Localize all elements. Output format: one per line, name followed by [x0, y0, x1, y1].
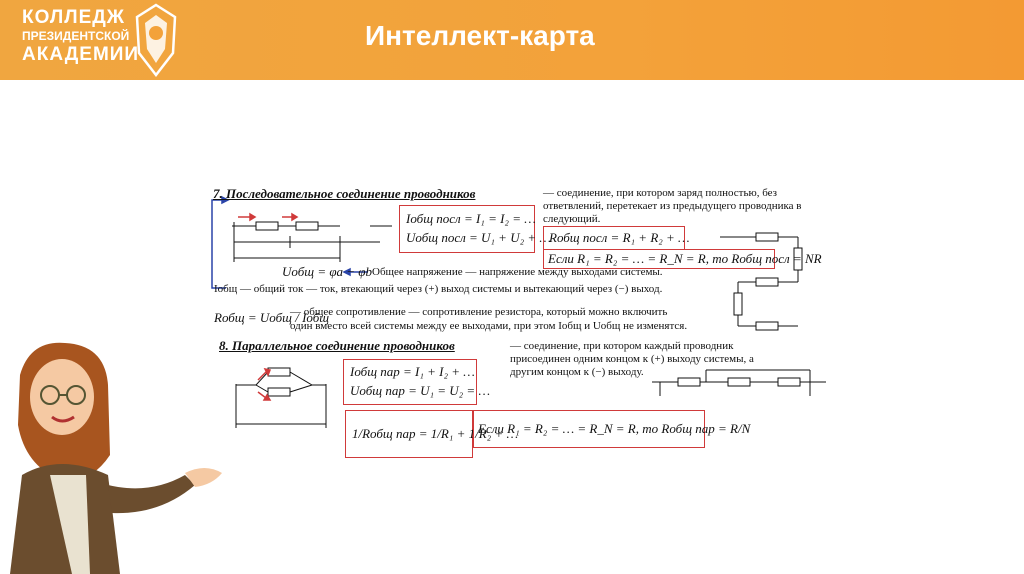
series-equal-eq: Если R₁ = R₂ = … = R_N = R, то Rобщ посл = NR [548, 251, 822, 266]
series-resistance-box [543, 226, 690, 250]
logo-line-2: ПРЕЗИДЕНТСКОЙ [22, 29, 130, 43]
parallel-def-line-2: присоединен одним концом к (+) выходу системы, а [510, 353, 754, 365]
series-current-eq: Iобщ посл = I₁ = I₂ = … [406, 211, 536, 226]
parallel-current-voltage-box [343, 359, 491, 405]
parallel-resistance-eq: 1/Rобщ пар = 1/R₁ + 1/R₂ + … [352, 426, 519, 441]
series-def-line-2: ответвлений, перетекает из предыдущего проводника в [543, 200, 802, 212]
parallel-heading: 8. Параллельное соединение проводников [219, 338, 455, 353]
parallel-def-line-3: другим концом к (−) выходу. [510, 366, 644, 378]
resistance-formula: Rобщ = Uобщ / Iобщ [214, 310, 330, 325]
series-current-voltage-box [399, 205, 551, 253]
total-voltage-note: Общее напряжение — напряжение между выходами системы. [372, 266, 663, 278]
teacher-illustration [0, 335, 240, 574]
potential-difference-label: Uобщ = φa − φb [282, 264, 372, 279]
series-resistance-eq: Rобщ посл = R₁ + R₂ + … [549, 230, 690, 245]
logo-line-3: АКАДЕМИИ [22, 44, 140, 65]
logo-line-1: КОЛЛЕДЖ [22, 7, 125, 28]
series-def-line-1: — соединение, при котором заряд полностью, без [543, 187, 778, 199]
parallel-def-line-1: — соединение, при котором каждый проводник [510, 340, 734, 352]
total-current-note: Iобщ — общий ток — ток, втекающий через (+) выход системы и вытекающий через (−) выход. [214, 283, 663, 295]
parallel-voltage-eq: Uобщ пар = U₁ = U₂ = … [350, 383, 491, 398]
parallel-resistance-box [345, 410, 519, 458]
series-voltage-eq: Uобщ посл = U₁ + U₂ + … [406, 230, 551, 245]
resistance-note-line-1: — общее сопротивление — сопротивление резистора, который можно включить [290, 306, 668, 318]
series-heading: 7. Последовательное соединение проводников [213, 186, 476, 201]
parallel-equal-eq: Если R₁ = R₂ = … = R_N = R, то Rобщ пар = R/N [478, 421, 751, 436]
series-def-line-3: следующий. [543, 213, 601, 225]
parallel-equal-box [473, 410, 751, 448]
page-title: Интеллект-карта [365, 20, 595, 51]
resistance-note-line-2: один вместо всей системы между ее выходами, при этом Iобщ и Uобщ не изменятся. [290, 320, 688, 332]
parallel-current-eq: Iобщ пар = I₁ + I₂ + … [350, 364, 475, 379]
